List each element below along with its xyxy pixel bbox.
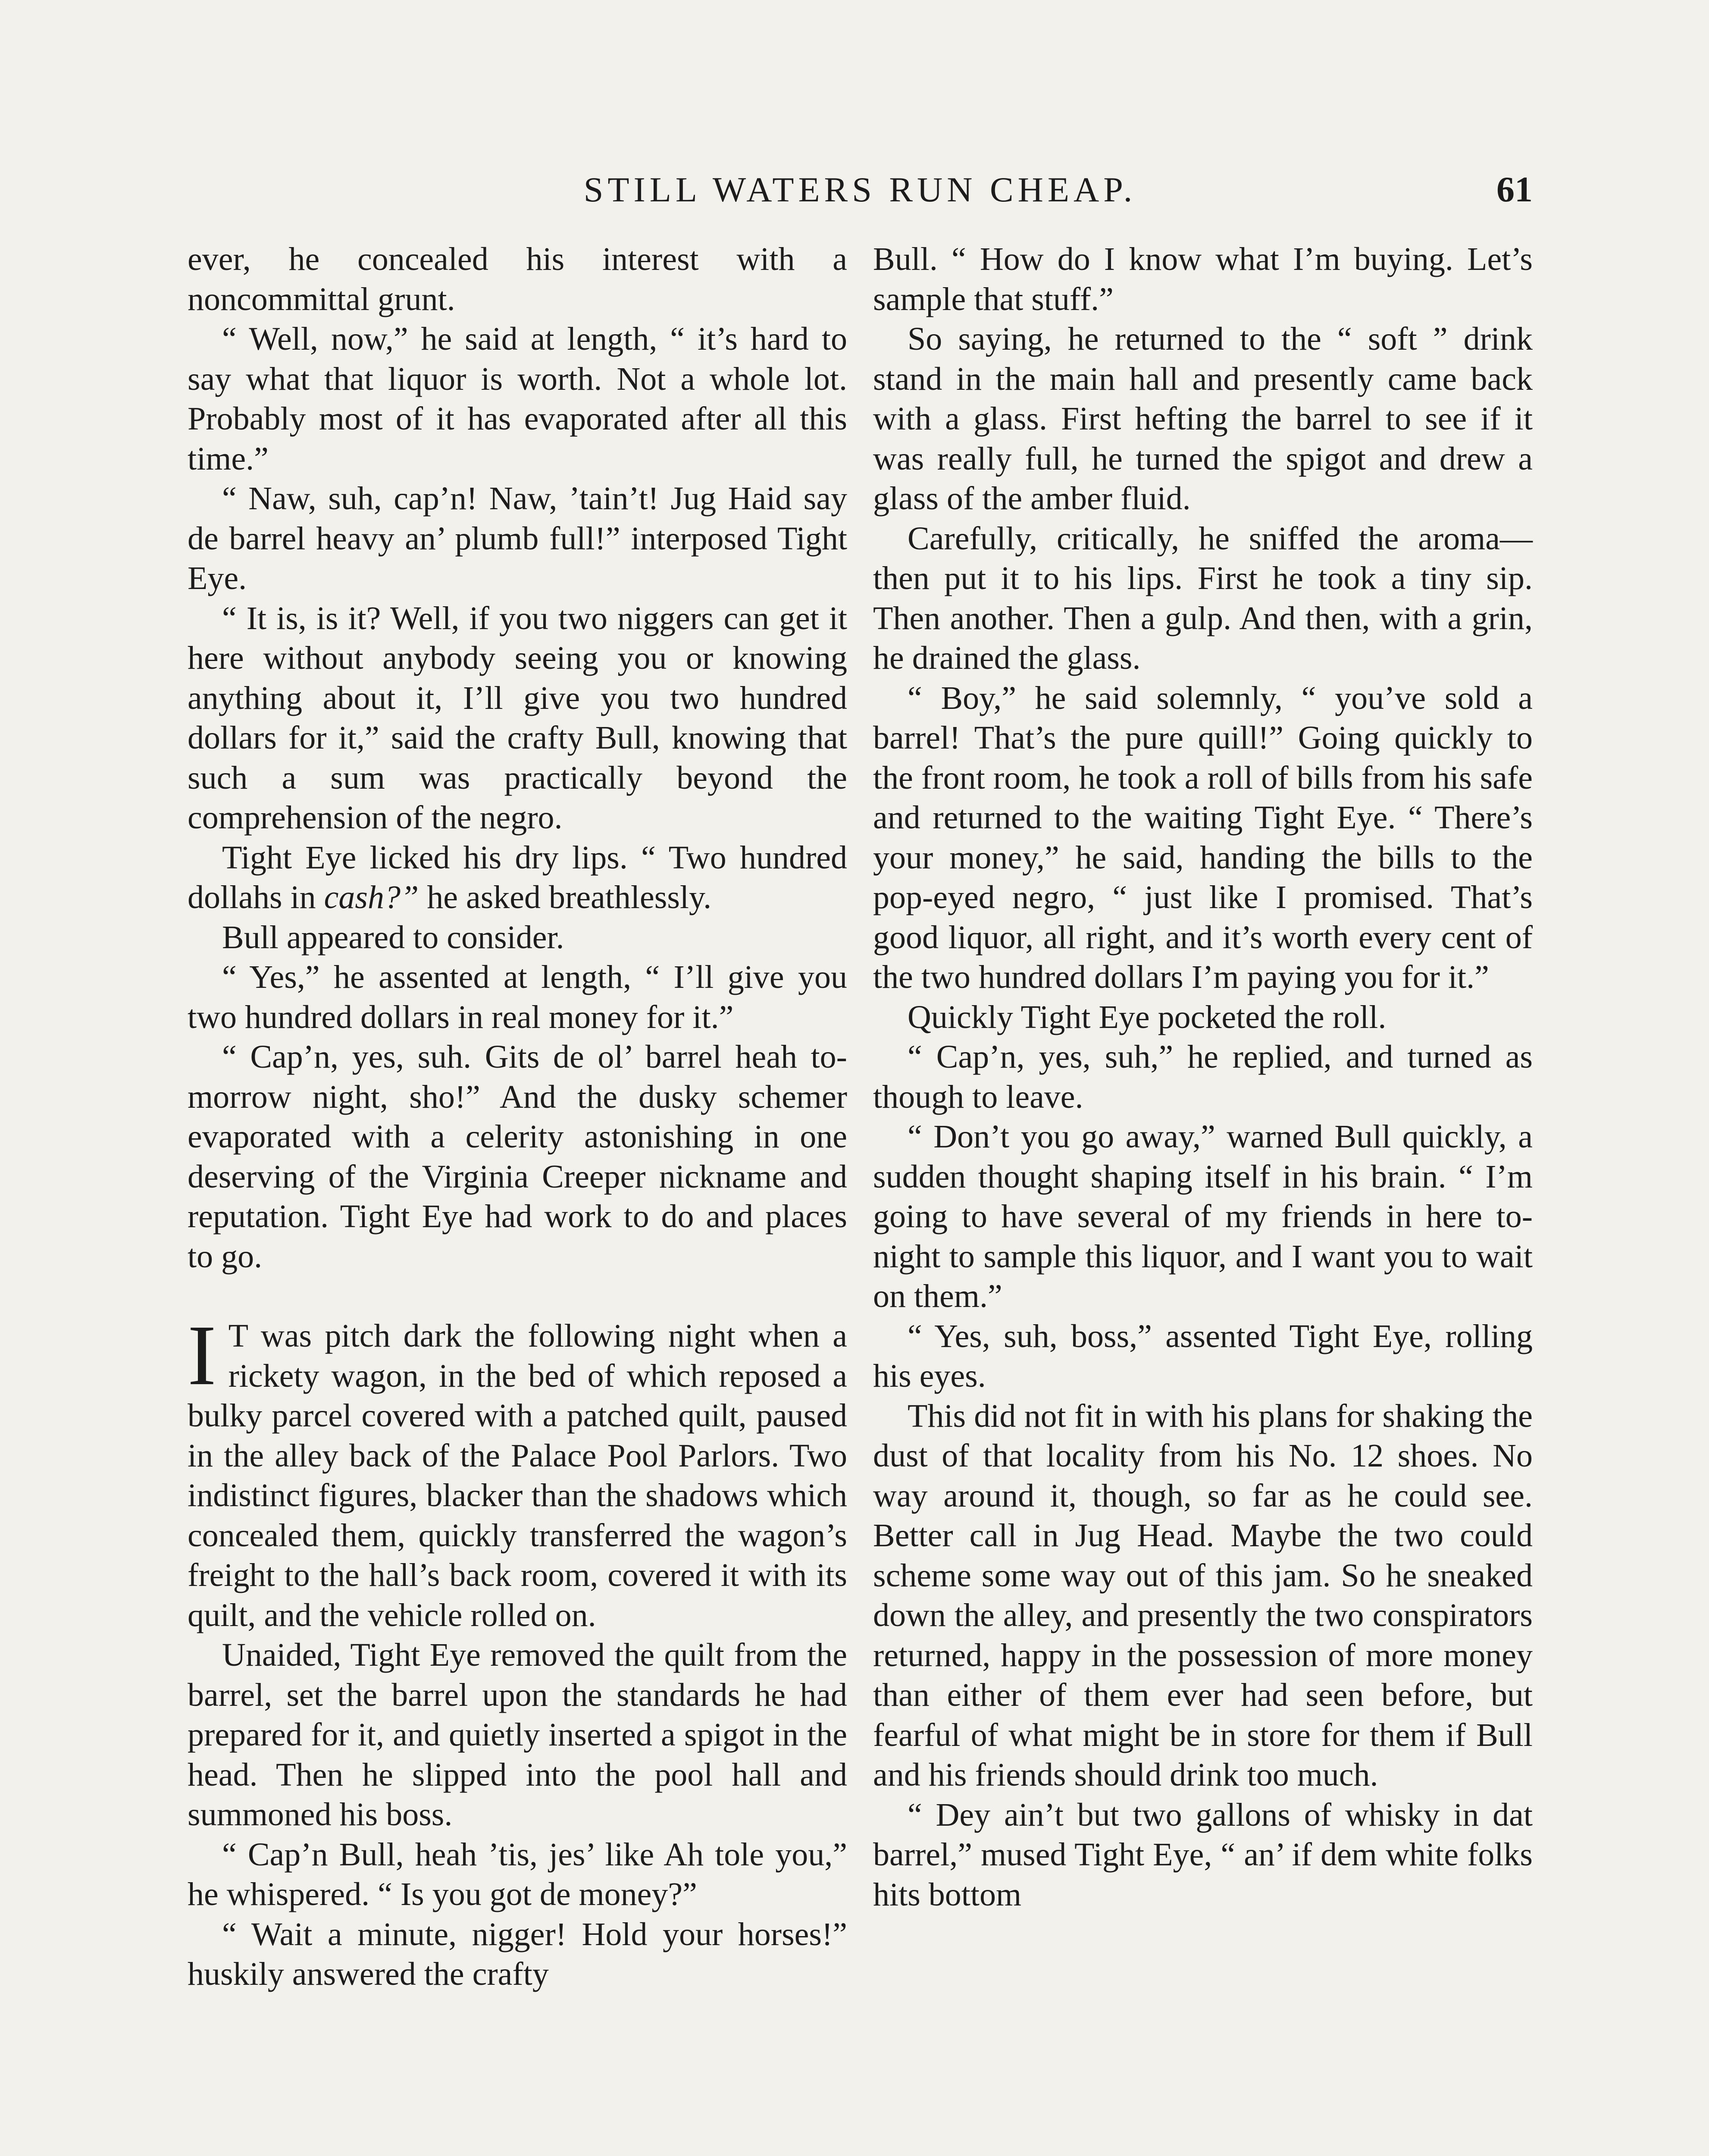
paragraph: “ Naw, suh, cap’n! Naw, ’tain’t! Jug Haid say de barrel heavy an’ plumb full!” interposed Tight Eye. bbox=[188, 480, 847, 596]
paragraph: “ Cap’n, yes, suh. Gits de ol’ barrel heah to-morrow night, sho!” And the dusky schemer evaporated with a celerity astonishing in one deserving of the Virginia Creeper nickname and reputation. Tight Eye had work to do and places to go. bbox=[188, 1039, 847, 1275]
paragraph-text: he asked breathlessly. bbox=[419, 879, 712, 915]
paragraph: “ Cap’n Bull, heah ’tis, jes’ like Ah tole you,” he whispered. “ Is you got de money?” bbox=[188, 1836, 847, 1912]
page-number: 61 bbox=[1496, 169, 1533, 210]
paragraph: Unaided, Tight Eye removed the quilt from the barrel, set the barrel upon the standards he had prepared for it, and quietly inserted a spigot in the head. Then he slipped into the pool hall and summoned his boss. bbox=[188, 1637, 847, 1833]
paragraph-text: Tight Eye licked his dry lips. “ Two hundred dollahs in bbox=[188, 839, 847, 915]
running-head bbox=[188, 164, 1533, 216]
italic-word: cash?” bbox=[324, 879, 419, 915]
running-title: STILL WATERS RUN CHEAP. bbox=[583, 170, 1137, 209]
left-column bbox=[188, 239, 847, 1994]
drop-cap: I bbox=[188, 1308, 216, 1403]
paragraph: “ Wait a minute, nigger! Hold your horses!” huskily answered the crafty bbox=[188, 1916, 847, 1992]
paragraph: “ Dey ain’t but two gallons of whisky in dat barrel,” mused Tight Eye, “ an’ if dem white folks hits bottom bbox=[873, 1796, 1533, 1913]
paragraph: Bull. “ How do I know what I’m buying. Let’s sample that stuff.” bbox=[873, 241, 1533, 317]
paragraph: So saying, he returned to the “ soft ” drink stand in the main hall and presently came back with a glass. First hefting the barrel to see if it was really full, he turned the spigot and drew a glass of the amber fluid. bbox=[873, 321, 1533, 517]
paragraph bbox=[188, 838, 847, 918]
paragraph: “ Don’t you go away,” warned Bull quickly, a sudden thought shaping itself in his brain. “ I’m going to have several of my friends in here to-night to sample this liquor, and I want you to wait on them.” bbox=[873, 1119, 1533, 1314]
right-column bbox=[873, 239, 1533, 1915]
paragraph: ever, he concealed his interest with a noncommittal grunt. bbox=[188, 241, 847, 317]
section-opening-paragraph bbox=[188, 1308, 847, 1635]
section-break bbox=[188, 1276, 847, 1316]
paragraph: “ It is, is it? Well, if you two niggers can get it here without anybody seeing you or knowing anything about it, I’ll give you two hundred dollars for it,” said the crafty Bull, knowing that such a sum was practically beyond the comprehension of the negro. bbox=[188, 600, 847, 836]
paragraph: Bull appeared to consider. bbox=[222, 919, 564, 956]
paragraph: “ Well, now,” he said at length, “ it’s hard to say what that liquor is worth. Not a whole lot. Probably most of it has evaporated after all this time.” bbox=[188, 321, 847, 477]
paragraph: “ Yes, suh, boss,” assented Tight Eye, rolling his eyes. bbox=[873, 1318, 1533, 1394]
paragraph: This did not fit in with his plans for shaking the dust of that locality from his No. 12 shoes. No way around it, though, so far as he could see. Better call in Jug Head. Maybe the two could scheme some way out of this jam. So he sneaked down the alley, and presently the two conspirators returned, happy in the possession of more money than either of them ever had seen before, but fearful of what might be in store for them if Bull and his friends should drink too much. bbox=[873, 1398, 1533, 1793]
paragraph: “ Yes,” he assented at length, “ I’ll give you two hundred dollars in real money for it.” bbox=[188, 959, 847, 1035]
paragraph: Carefully, critically, he sniffed the aroma—then put it to his lips. First he took a tiny sip. Then another. Then a gulp. And then, with a grin, he drained the glass. bbox=[873, 520, 1533, 676]
paragraph: Quickly Tight Eye pocketed the roll. bbox=[908, 999, 1387, 1035]
paragraph: “ Boy,” he said solemnly, “ you’ve sold a barrel! That’s the pure quill!” Going quickly to the front room, he took a roll of bills from his safe and returned to the waiting Tight Eye. “ There’s your money,” he said, handing the bills to the pop-eyed negro, “ just like I promised. That’s good liquor, all right, and it’s worth every cent of the two hundred dollars I’m paying you for it.” bbox=[873, 680, 1533, 995]
paragraph: “ Cap’n, yes, suh,” he replied, and turned as though to leave. bbox=[873, 1039, 1533, 1115]
paragraph-text: T was pitch dark the following night when a rickety wagon, in the bed of which reposed a bulky parcel covered with a patched quilt, paused in the alley back of the Palace Pool Parlors. Two indistinct figures, blacker than the shadows which concealed them, quickly transferred the wagon’s freight to the hall’s back room, covered it with its quilt, and the vehicle rolled on. bbox=[188, 1318, 847, 1633]
